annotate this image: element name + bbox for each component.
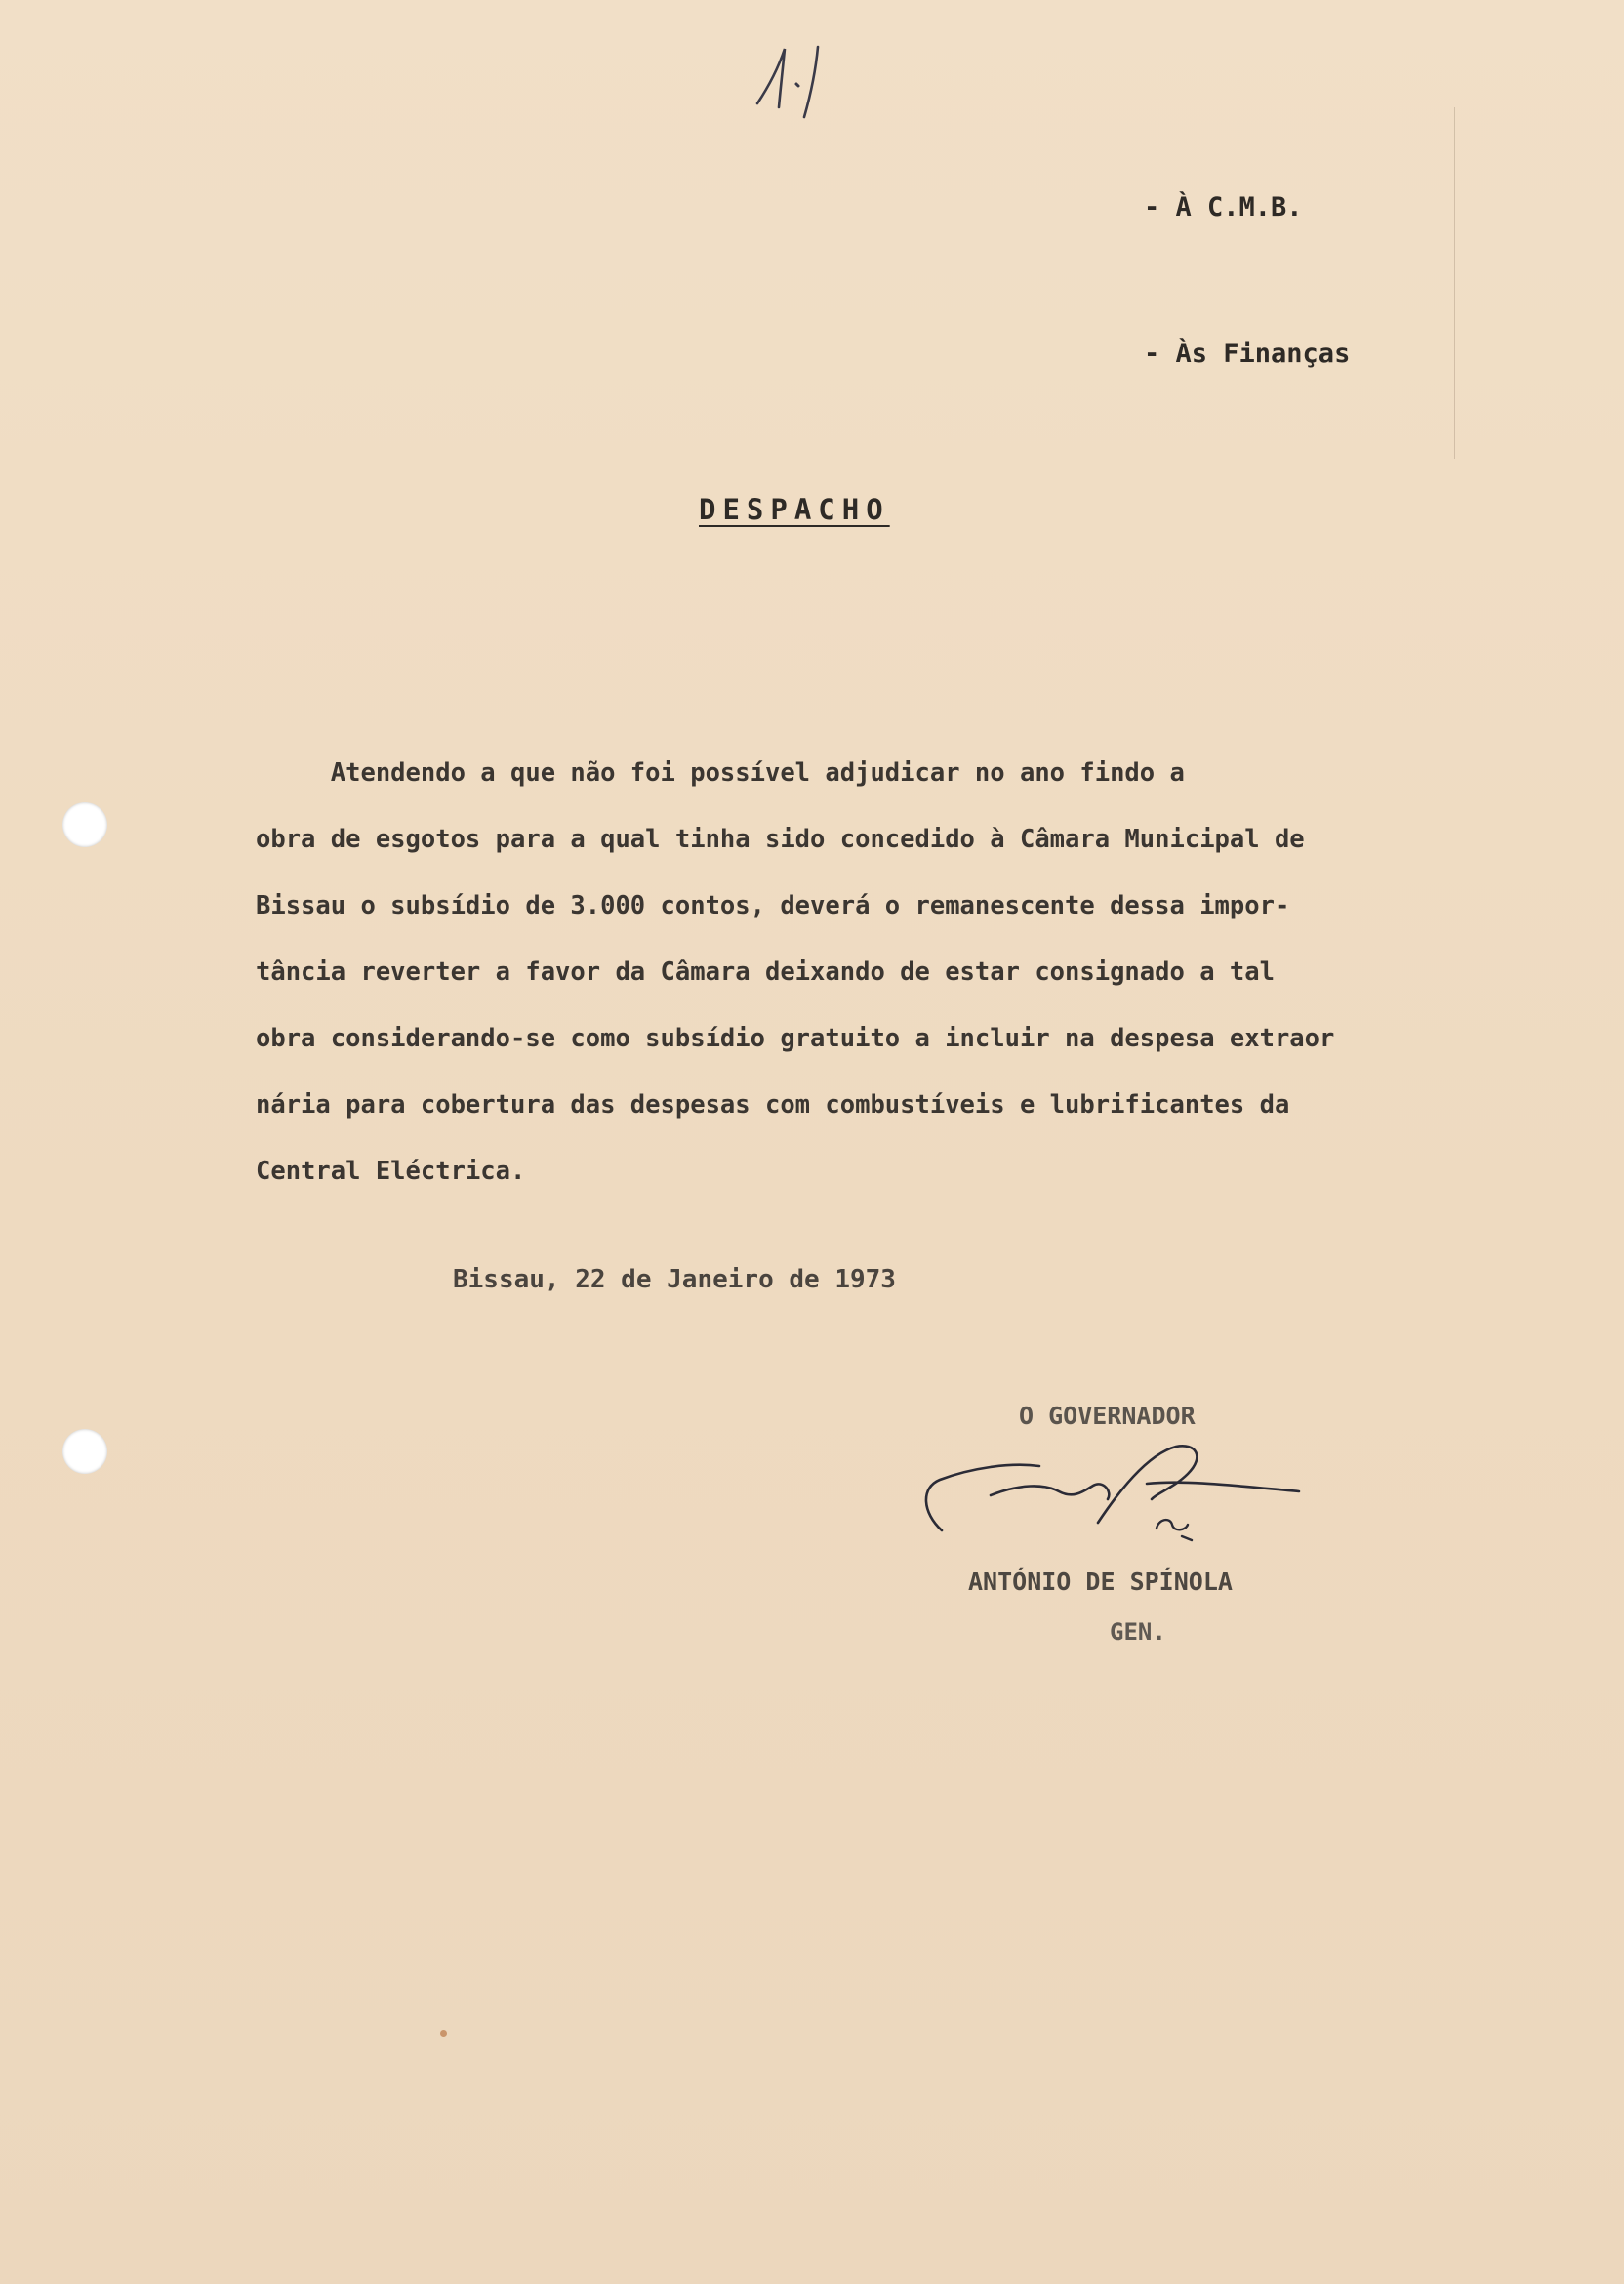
dispatch-body: [256, 740, 1515, 1204]
paper-fold-line: [1454, 107, 1455, 459]
paper-stain: [440, 2030, 447, 2037]
place-and-date: Bissau, 22 de Janeiro de 1973: [453, 1265, 896, 1294]
handwritten-folio-number: [751, 39, 859, 127]
body-line: obra considerando-se como subsídio gratuito a incluir na despesa extraor: [256, 1024, 1335, 1053]
signatory-name: ANTÓNIO DE SPÍNOLA: [968, 1568, 1233, 1596]
routing-line-financas: - Às Finanças: [1144, 339, 1351, 369]
signatory-rank: GEN.: [1110, 1618, 1166, 1646]
folio-handwriting-icon: [751, 39, 859, 127]
body-line: Bissau o subsídio de 3.000 contos, deverá o remanescente dessa impor-: [256, 891, 1290, 920]
body-line: nária para cobertura das despesas com combustíveis e lubrificantes da: [256, 1090, 1290, 1120]
signatory-role: O GOVERNADOR: [1019, 1402, 1196, 1430]
punch-hole-top: [62, 802, 107, 847]
body-line: obra de esgotos para a qual tinha sido concedido à Câmara Municipal de: [256, 825, 1305, 854]
punch-hole-bottom: [62, 1429, 107, 1474]
document-title: DESPACHO: [699, 493, 890, 526]
body-line: Atendendo a que não foi possível adjudicar no ano findo a: [256, 758, 1185, 788]
handwritten-signature: [913, 1435, 1313, 1542]
body-line: Central Eléctrica.: [256, 1157, 526, 1186]
routing-block: [1144, 86, 1350, 476]
signature-icon: [913, 1435, 1313, 1542]
body-line: tância reverter a favor da Câmara deixando de estar consignado a tal: [256, 958, 1275, 987]
routing-line-cmb: - À C.M.B.: [1144, 192, 1303, 223]
